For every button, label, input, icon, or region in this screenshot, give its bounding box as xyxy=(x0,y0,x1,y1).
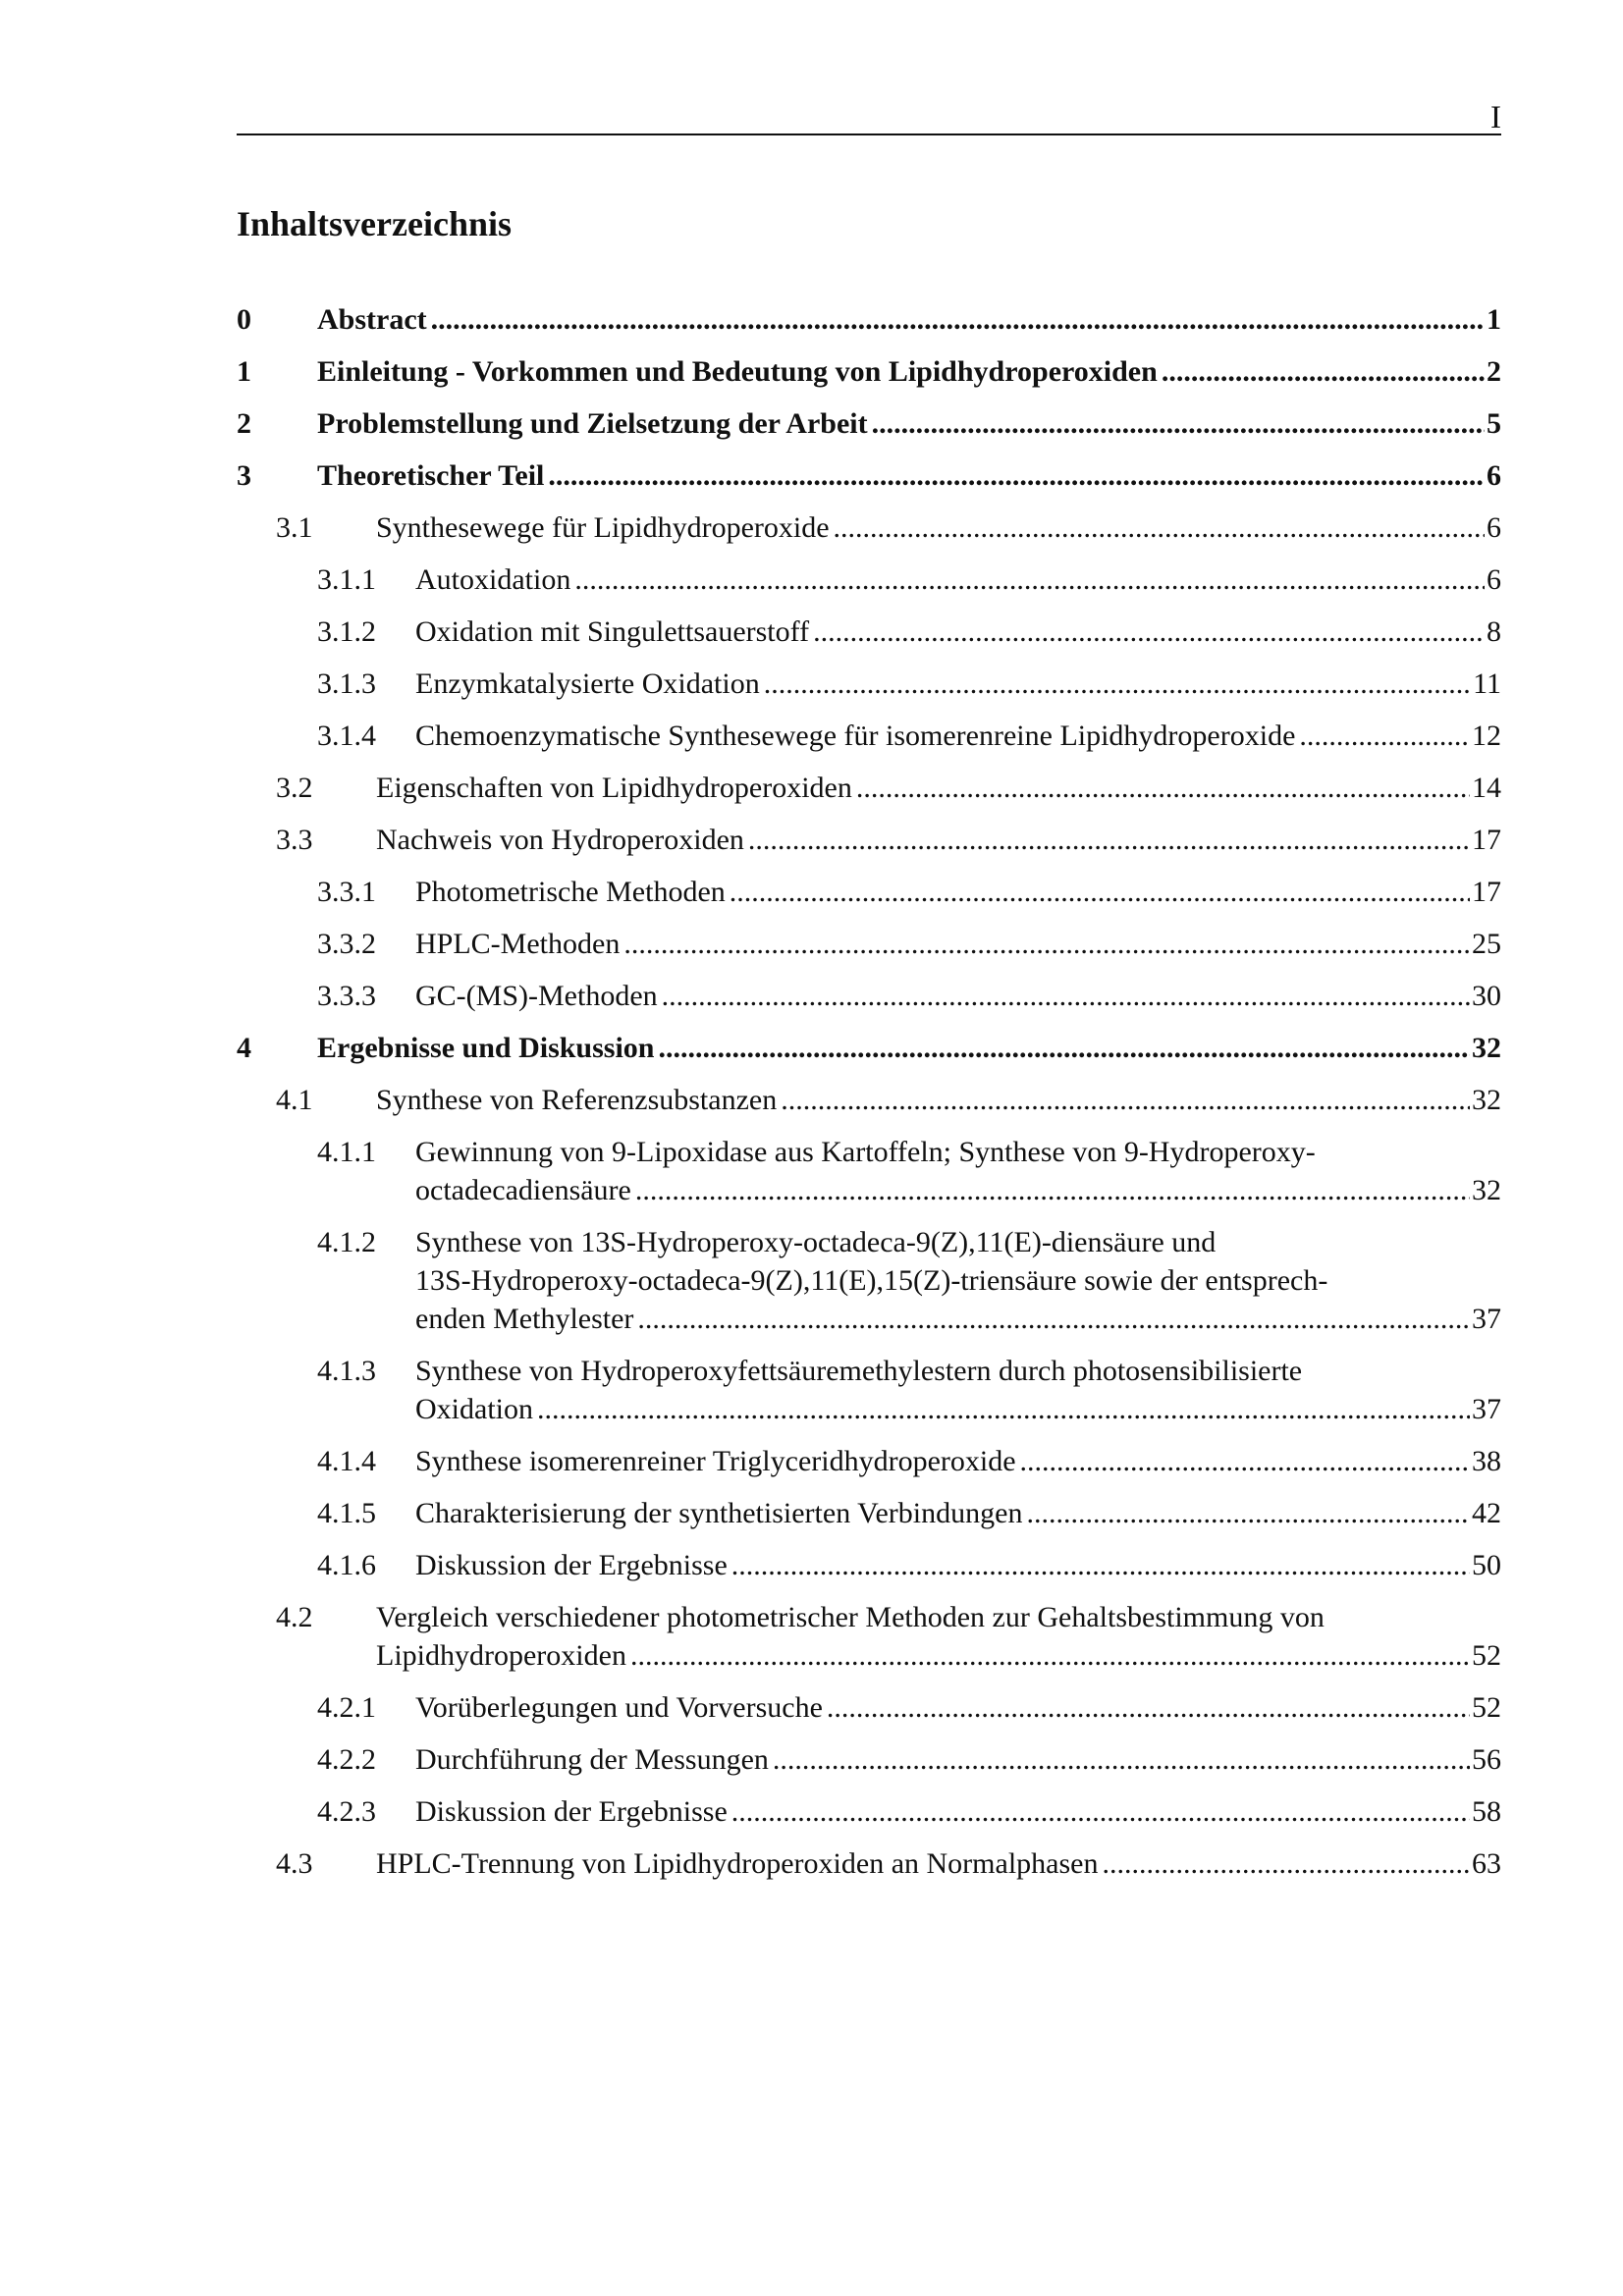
page-number: I xyxy=(1490,100,1501,135)
toc-entry-page: 37 xyxy=(1472,1303,1501,1335)
toc-leader-dots xyxy=(731,1546,1470,1584)
toc-entry xyxy=(237,977,1501,1015)
toc-entry xyxy=(237,1598,1501,1675)
toc-leader-dots xyxy=(1299,717,1470,755)
toc-entry-title: Abstract xyxy=(317,303,427,336)
toc-entry-title: HPLC-Trennung von Lipidhydroperoxiden an Normalphasen xyxy=(376,1847,1099,1880)
toc-entry-page: 58 xyxy=(1472,1795,1501,1828)
toc-entry-line xyxy=(376,508,1501,547)
toc-entry-number: 3.1.2 xyxy=(317,615,376,648)
toc-entry xyxy=(237,873,1501,911)
toc-entry-line xyxy=(415,1171,1501,1209)
toc-entry-title: Oxidation xyxy=(415,1393,533,1425)
toc-entry xyxy=(237,508,1501,547)
toc-entry-number: 4.2.2 xyxy=(317,1743,376,1776)
toc-entry xyxy=(237,404,1501,443)
toc-entry-title-line: Gewinnung von 9-Lipoxidase aus Kartoffeln; Synthese von 9-Hydroperoxy- xyxy=(415,1136,1316,1168)
toc-entry-page: 8 xyxy=(1487,615,1501,648)
toc-entry-line xyxy=(317,352,1501,391)
toc-leader-dots xyxy=(637,1300,1470,1338)
toc-entry xyxy=(237,1133,1501,1209)
toc-entry-title: Synthese von Referenzsubstanzen xyxy=(376,1084,778,1116)
toc-entry-line xyxy=(317,1029,1501,1067)
toc-entry-page: 6 xyxy=(1487,511,1501,544)
toc-entry-number: 3.1.3 xyxy=(317,667,376,700)
toc-entry-title-line: Vergleich verschiedener photometrischer Methoden zur Gehaltsbestimmung von xyxy=(376,1601,1325,1633)
toc-entry-title: Problemstellung und Zielsetzung der Arbeit xyxy=(317,407,868,440)
toc-entry-number: 4.2 xyxy=(276,1601,313,1633)
toc-entry-line xyxy=(415,1494,1501,1532)
toc-entry-number: 3.3.2 xyxy=(317,928,376,960)
table-of-contents xyxy=(237,300,1501,1896)
toc-entry xyxy=(237,665,1501,703)
toc-entry xyxy=(237,1352,1501,1428)
toc-entry xyxy=(237,456,1501,495)
toc-entry-line xyxy=(317,300,1501,339)
toc-entry-page: 37 xyxy=(1472,1393,1501,1425)
toc-entry-line xyxy=(415,977,1501,1015)
toc-entry-line xyxy=(317,456,1501,495)
toc-entry-title: Oxidation mit Singulettsauerstoff xyxy=(415,615,810,648)
toc-entry xyxy=(237,1844,1501,1883)
toc-entry-number: 2 xyxy=(237,407,251,440)
toc-entry-title: Autoxidation xyxy=(415,563,571,596)
toc-entry-number: 4.1.6 xyxy=(317,1549,376,1581)
toc-entry-title: Nachweis von Hydroperoxiden xyxy=(376,824,744,856)
toc-entry-title: Ergebnisse und Diskussion xyxy=(317,1032,655,1064)
toc-entry-number: 4.1.2 xyxy=(317,1226,376,1258)
toc-entry-line xyxy=(415,1546,1501,1584)
toc-entry-line xyxy=(376,1636,1501,1675)
toc-entry-title: Durchführung der Messungen xyxy=(415,1743,769,1776)
toc-entry-page: 5 xyxy=(1487,407,1501,440)
toc-entry-page: 12 xyxy=(1472,720,1501,752)
header-rule xyxy=(237,133,1501,135)
toc-entry-line xyxy=(415,665,1501,703)
toc-entry-title: Vorüberlegungen und Vorversuche xyxy=(415,1691,823,1724)
toc-entry-page: 50 xyxy=(1472,1549,1501,1581)
toc-entry-number: 4.1 xyxy=(276,1084,313,1116)
toc-entry-number: 4 xyxy=(237,1032,251,1064)
toc-entry-title: Eigenschaften von Lipidhydroperoxiden xyxy=(376,772,852,804)
toc-entry-number: 3.3.1 xyxy=(317,876,376,908)
toc-entry-page: 2 xyxy=(1487,355,1501,388)
toc-leader-dots xyxy=(834,508,1485,547)
toc-entry-page: 11 xyxy=(1473,667,1501,700)
toc-leader-dots xyxy=(872,404,1485,443)
toc-entry-line xyxy=(376,769,1501,807)
toc-leader-dots xyxy=(781,1081,1470,1119)
toc-entry-title: Chemoenzymatische Synthesewege für isomerenreine Lipidhydroperoxide xyxy=(415,720,1296,752)
toc-leader-dots xyxy=(748,821,1470,859)
toc-entry-page: 32 xyxy=(1472,1174,1501,1206)
toc-leader-dots xyxy=(827,1688,1470,1727)
toc-entry-number: 3.3.3 xyxy=(317,980,376,1012)
toc-entry-line xyxy=(415,873,1501,911)
toc-entry-page: 52 xyxy=(1472,1691,1501,1724)
toc-entry-line xyxy=(376,821,1501,859)
toc-entry-line xyxy=(415,925,1501,963)
toc-entry xyxy=(237,613,1501,651)
toc-title: Inhaltsverzeichnis xyxy=(237,204,513,243)
toc-entry-line xyxy=(415,1442,1501,1480)
toc-entry-page: 56 xyxy=(1472,1743,1501,1776)
toc-entry-title: Theoretischer Teil xyxy=(317,459,545,492)
toc-entry-page: 30 xyxy=(1472,980,1501,1012)
toc-entry-line xyxy=(415,1390,1501,1428)
toc-entry-title: enden Methylester xyxy=(415,1303,634,1335)
toc-entry-number: 4.3 xyxy=(276,1847,313,1880)
toc-entry-number: 4.1.5 xyxy=(317,1497,376,1529)
toc-leader-dots xyxy=(630,1636,1470,1675)
toc-entry-page: 63 xyxy=(1472,1847,1501,1880)
toc-entry-line xyxy=(415,1688,1501,1727)
toc-entry-line xyxy=(317,404,1501,443)
toc-entry xyxy=(237,1792,1501,1831)
toc-entry xyxy=(237,561,1501,599)
toc-entry xyxy=(237,1029,1501,1067)
toc-entry xyxy=(237,1223,1501,1338)
toc-entry xyxy=(237,1688,1501,1727)
toc-entry-line xyxy=(376,1844,1501,1883)
toc-entry-line xyxy=(415,717,1501,755)
toc-entry-title: Charakterisierung der synthetisierten Verbindungen xyxy=(415,1497,1023,1529)
toc-entry-title-line: Synthese von Hydroperoxyfettsäuremethylestern durch photosensibilisierte xyxy=(415,1355,1303,1387)
toc-entry-page: 1 xyxy=(1487,303,1501,336)
toc-leader-dots xyxy=(574,561,1485,599)
toc-entry-page: 42 xyxy=(1472,1497,1501,1529)
toc-entry-number: 3 xyxy=(237,459,251,492)
toc-entry-title: Lipidhydroperoxiden xyxy=(376,1639,626,1672)
toc-leader-dots xyxy=(635,1171,1470,1209)
toc-entry xyxy=(237,1494,1501,1532)
toc-leader-dots xyxy=(813,613,1485,651)
toc-entry-page: 25 xyxy=(1472,928,1501,960)
toc-entry-page: 52 xyxy=(1472,1639,1501,1672)
toc-entry xyxy=(237,717,1501,755)
toc-entry-number: 4.2.1 xyxy=(317,1691,376,1724)
toc-entry-page: 17 xyxy=(1472,876,1501,908)
toc-entry-title: Diskussion der Ergebnisse xyxy=(415,1549,728,1581)
toc-entry-line xyxy=(415,1792,1501,1831)
toc-entry-page: 32 xyxy=(1472,1084,1501,1116)
toc-leader-dots xyxy=(1162,352,1485,391)
toc-entry-title: Photometrische Methoden xyxy=(415,876,726,908)
toc-leader-dots xyxy=(731,1792,1470,1831)
toc-entry-title: Einleitung - Vorkommen und Bedeutung von Lipidhydroperoxiden xyxy=(317,355,1158,388)
toc-entry-title: Diskussion der Ergebnisse xyxy=(415,1795,728,1828)
toc-entry-number: 3.1 xyxy=(276,511,313,544)
toc-entry-page: 6 xyxy=(1487,459,1501,492)
toc-leader-dots xyxy=(537,1390,1470,1428)
toc-leader-dots xyxy=(658,1029,1470,1067)
toc-leader-dots xyxy=(1102,1844,1470,1883)
toc-leader-dots xyxy=(856,769,1470,807)
toc-entry-number: 4.2.3 xyxy=(317,1795,376,1828)
toc-leader-dots xyxy=(773,1740,1470,1779)
toc-entry xyxy=(237,1081,1501,1119)
toc-entry xyxy=(237,925,1501,963)
toc-leader-dots xyxy=(662,977,1470,1015)
toc-entry-title: octadecadiensäure xyxy=(415,1174,631,1206)
toc-entry-number: 1 xyxy=(237,355,251,388)
toc-entry-title: Synthese isomerenreiner Triglyceridhydroperoxide xyxy=(415,1445,1016,1477)
toc-entry xyxy=(237,1740,1501,1779)
toc-entry-title: Enzymkatalysierte Oxidation xyxy=(415,667,760,700)
toc-entry xyxy=(237,300,1501,339)
toc-entry-number: 0 xyxy=(237,303,251,336)
toc-entry-title-line: 13S-Hydroperoxy-octadeca-9(Z),11(E),15(Z)-triensäure sowie der entsprech- xyxy=(415,1264,1328,1297)
toc-entry-line xyxy=(415,613,1501,651)
toc-entry-title-line: Synthese von 13S-Hydroperoxy-octadeca-9(Z),11(E)-diensäure und xyxy=(415,1226,1217,1258)
toc-entry-line xyxy=(376,1081,1501,1119)
toc-entry-page: 17 xyxy=(1472,824,1501,856)
toc-entry-title: GC-(MS)-Methoden xyxy=(415,980,658,1012)
toc-entry-title: Synthesewege für Lipidhydroperoxide xyxy=(376,511,830,544)
toc-entry-page: 14 xyxy=(1472,772,1501,804)
toc-entry-line xyxy=(415,561,1501,599)
toc-entry xyxy=(237,1442,1501,1480)
toc-entry-number: 3.2 xyxy=(276,772,313,804)
toc-entry-number: 4.1.3 xyxy=(317,1355,376,1387)
toc-entry xyxy=(237,769,1501,807)
toc-entry-number: 4.1.4 xyxy=(317,1445,376,1477)
toc-leader-dots xyxy=(623,925,1470,963)
toc-entry xyxy=(237,821,1501,859)
toc-entry-line xyxy=(415,1740,1501,1779)
toc-leader-dots xyxy=(1026,1494,1470,1532)
toc-entry-page: 32 xyxy=(1472,1032,1501,1064)
toc-leader-dots xyxy=(1020,1442,1470,1480)
toc-entry xyxy=(237,352,1501,391)
toc-entry xyxy=(237,1546,1501,1584)
toc-leader-dots xyxy=(764,665,1471,703)
toc-entry-number: 4.1.1 xyxy=(317,1136,376,1168)
toc-entry-number: 3.1.1 xyxy=(317,563,376,596)
toc-entry-line xyxy=(415,1300,1501,1338)
toc-leader-dots xyxy=(431,300,1485,339)
toc-entry-number: 3.3 xyxy=(276,824,313,856)
toc-entry-title: HPLC-Methoden xyxy=(415,928,621,960)
toc-entry-number: 3.1.4 xyxy=(317,720,376,752)
toc-entry-page: 6 xyxy=(1487,563,1501,596)
toc-leader-dots xyxy=(730,873,1470,911)
toc-leader-dots xyxy=(548,456,1485,495)
toc-entry-page: 38 xyxy=(1472,1445,1501,1477)
